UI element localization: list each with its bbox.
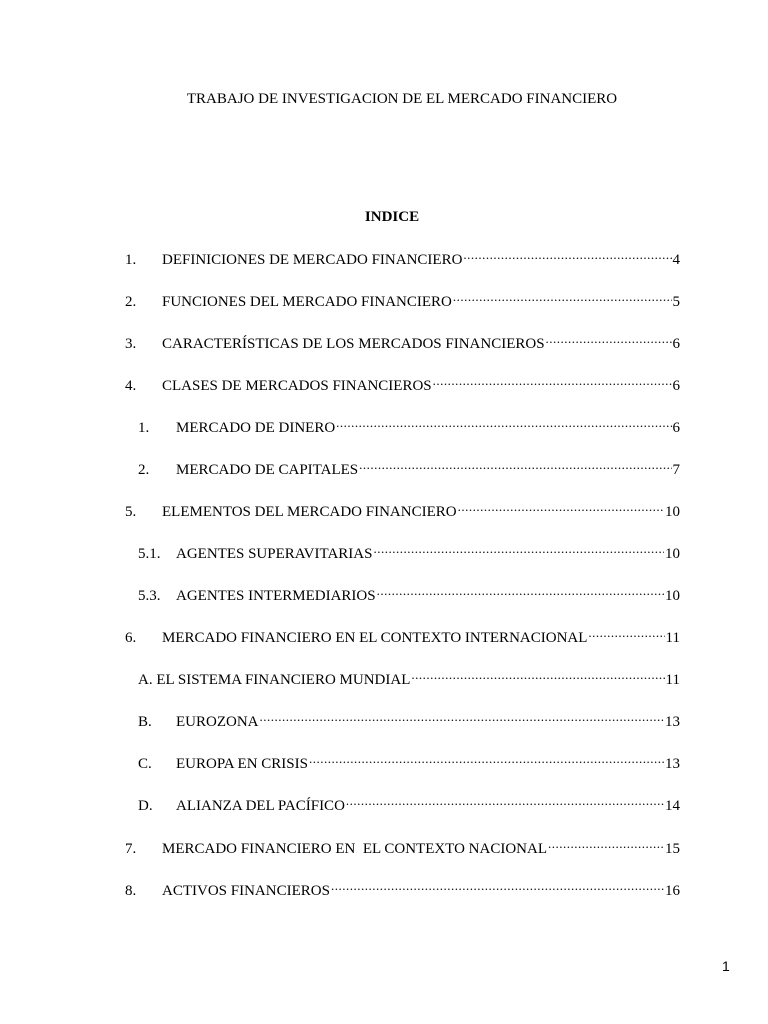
- toc-entry-number: 5.3.: [138, 588, 161, 604]
- toc-entry-label: CARACTERÍSTICAS DE LOS MERCADOS FINANCIEROS: [162, 336, 545, 352]
- toc-subentry[interactable]: [138, 748, 680, 772]
- toc-dot-leader: [377, 580, 664, 600]
- toc-dot-leader: [309, 748, 664, 768]
- toc-entry-label: EUROZONA: [176, 714, 259, 730]
- toc-dot-leader: [260, 706, 665, 726]
- toc-entry-page: 14: [665, 798, 680, 814]
- toc-dot-leader: [336, 412, 671, 432]
- toc-entry-label: MERCADO DE CAPITALES: [176, 462, 359, 478]
- toc-entry-number: 5.: [125, 504, 137, 520]
- toc-entry-label: DEFINICIONES DE MERCADO FINANCIERO: [162, 252, 463, 268]
- toc-entry-page: 16: [665, 883, 680, 899]
- toc-subentry[interactable]: [138, 454, 680, 478]
- toc-dot-leader: [346, 790, 664, 810]
- toc-entry-number: B.: [138, 714, 152, 730]
- toc-entry-page: 15: [665, 841, 680, 857]
- toc-entry-label: MERCADO DE DINERO: [176, 420, 336, 436]
- toc-dot-leader: [548, 833, 664, 853]
- toc-dot-leader: [458, 496, 664, 516]
- toc-dot-leader: [453, 286, 672, 306]
- toc-dot-leader: [588, 622, 664, 642]
- page-number: 1: [722, 958, 730, 974]
- toc-entry-label: EUROPA EN CRISIS: [176, 756, 308, 772]
- toc-entry-label: A. EL SISTEMA FINANCIERO MUNDIAL: [138, 672, 411, 688]
- toc-entry[interactable]: [125, 286, 680, 310]
- toc-entry-label: ACTIVOS FINANCIEROS: [162, 883, 330, 899]
- toc-entry-label: MERCADO FINANCIERO EN EL CONTEXTO NACIONAL: [162, 841, 547, 857]
- toc-subentry[interactable]: [138, 664, 680, 688]
- toc-dot-leader: [411, 664, 664, 684]
- document-title: TRABAJO DE INVESTIGACION DE EL MERCADO FINANCIERO: [186, 91, 618, 107]
- toc-entry[interactable]: [125, 833, 680, 857]
- toc-entry-label: CLASES DE MERCADOS FINANCIEROS: [162, 378, 432, 394]
- toc-entry-number: 6.: [125, 630, 137, 646]
- toc-subentry[interactable]: [138, 412, 680, 436]
- toc-entry-page: 10: [665, 588, 680, 604]
- toc-entry-page: 10: [665, 546, 680, 562]
- toc-entry-number: 2.: [125, 294, 137, 310]
- toc-entry-page: 10: [665, 504, 680, 520]
- toc-dot-leader: [463, 244, 671, 264]
- toc-subentry[interactable]: [138, 706, 680, 730]
- toc-entry-number: 4.: [125, 378, 137, 394]
- toc-entry-number: 8.: [125, 883, 137, 899]
- toc-entry-page: 4: [672, 252, 680, 268]
- toc-entry-page: 6: [672, 336, 680, 352]
- toc-dot-leader: [546, 328, 672, 348]
- toc-dot-leader: [433, 370, 672, 390]
- toc-entry-number: 1.: [138, 420, 150, 436]
- toc-entry-number: D.: [138, 798, 153, 814]
- toc-entry[interactable]: [125, 622, 680, 646]
- toc-entry-number: 3.: [125, 336, 137, 352]
- toc-entry-page: 13: [665, 714, 680, 730]
- toc-entry[interactable]: [125, 496, 680, 520]
- toc-entry-number: 2.: [138, 462, 150, 478]
- toc-entry-page: 6: [672, 378, 680, 394]
- toc-subentry[interactable]: [138, 538, 680, 562]
- toc-entry-label: AGENTES SUPERAVITARIAS: [176, 546, 373, 562]
- toc-entry-label: MERCADO FINANCIERO EN EL CONTEXTO INTERNACIONAL: [162, 630, 588, 646]
- toc-entry[interactable]: [125, 328, 680, 352]
- toc-entry-page: 11: [665, 672, 680, 688]
- toc-entry-number: C.: [138, 756, 152, 772]
- toc-entry-page: 13: [665, 756, 680, 772]
- toc-entry-page: 6: [672, 420, 680, 436]
- toc-entry-label: ELEMENTOS DEL MERCADO FINANCIERO: [162, 504, 457, 520]
- toc-entry-label: ALIANZA DEL PACÍFICO: [176, 798, 345, 814]
- toc-entry-page: 7: [672, 462, 680, 478]
- toc-entry-number: 7.: [125, 841, 137, 857]
- toc-subentry[interactable]: [138, 790, 680, 814]
- toc-entry-page: 5: [672, 294, 680, 310]
- toc-entry[interactable]: [125, 875, 680, 899]
- toc-dot-leader: [373, 538, 664, 558]
- toc-entry-label: FUNCIONES DEL MERCADO FINANCIERO: [162, 294, 452, 310]
- toc-entry[interactable]: [125, 370, 680, 394]
- toc-dot-leader: [359, 454, 671, 474]
- toc-entry-label: AGENTES INTERMEDIARIOS: [176, 588, 376, 604]
- toc-entry-page: 11: [665, 630, 680, 646]
- toc-dot-leader: [331, 875, 664, 895]
- toc-entry-number: 5.1.: [138, 546, 161, 562]
- toc-entry[interactable]: [125, 244, 680, 268]
- toc-subentry[interactable]: [138, 580, 680, 604]
- toc-entry-number: 1.: [125, 252, 137, 268]
- index-heading: INDICE: [364, 209, 420, 225]
